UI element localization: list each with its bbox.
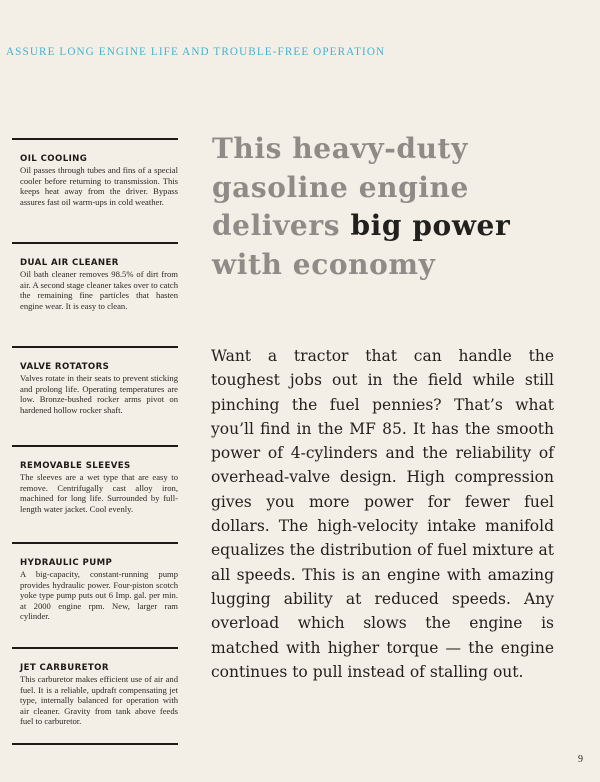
headline-highlight: big power [350,209,511,242]
body-copy: Want a tractor that can handle the toughest jobs out in the field while still pinching the fuel pennies? That’s what you’ll find in the MF 85. It has the smooth power of 4-cylinders and the reliability of overhead-valve design. High compression gives you more power for fewer fuel dollars. The high-velocity intake manifold equalizes the distribution of fuel mixture at all speeds. This is an engine with amazing lugging ability at reduced speeds. Any overload which slows the engine is matched with higher torque — the engine continues to pull instead of stalling out. [211,347,554,681]
feature-title: HYDRAULIC PUMP [20,558,113,568]
feature-sidebar [12,138,178,745]
feature-description: A big-capacity, constant-running pump provides hydraulic power. Four-piston scotch yoke type pump puts out 6 Imp. gal. per min. at 2000 engine rpm. New, larger ram cylinder. [20,569,178,622]
feature-description: Valves rotate in their seats to prevent sticking and prolong life. Operating temperatures are low. Bronze-bushed rocker arms pivot on hardened hollow rocker shaft. [20,373,178,415]
page-number: 9 [578,754,583,765]
feature-removable-sleeves [12,445,178,542]
feature-valve-rotators [12,346,178,445]
feature-title: DUAL AIR CLEANER [20,258,119,268]
feature-title: VALVE ROTATORS [20,362,110,372]
feature-dual-air-cleaner [12,242,178,346]
page-header: ASSURE LONG ENGINE LIFE AND TROUBLE-FREE OPERATION [6,46,386,58]
feature-title: REMOVABLE SLEEVES [20,461,131,471]
headline-part2: with economy [212,247,436,281]
feature-description: The sleeves are a wet type that are easy to remove. Centrifugally cast alloy iron, machined for long life. Surrounded by full-length water jacket. Cool evenly. [20,472,178,514]
feature-description: Oil passes through tubes and fins of a special cooler before returning to transmission. This keeps heat away from the driver. Bypass assures fast oil warm-ups in cold weather. [20,165,178,207]
feature-oil-cooling [12,138,178,242]
headline [212,130,582,284]
feature-description: This carburetor makes efficient use of air and fuel. It is a reliable, updraft compensating jet type, internally balanced for operation with air cleaner. Gravity from tank above feeds fuel to carburetor. [20,674,178,727]
headline-part1: This heavy-duty gasoline engine delivers [212,132,469,242]
feature-title: JET CARBURETOR [20,663,109,673]
feature-title: OIL COOLING [20,154,88,164]
sidebar-bottom-rule [12,743,178,745]
feature-hydraulic-pump [12,542,178,647]
feature-description: Oil bath cleaner removes 98.5% of dirt from air. A second stage cleaner takes over to catch the remaining fine particles that hasten engine wear. It is easy to clean. [20,269,178,311]
feature-jet-carburetor [12,647,178,743]
